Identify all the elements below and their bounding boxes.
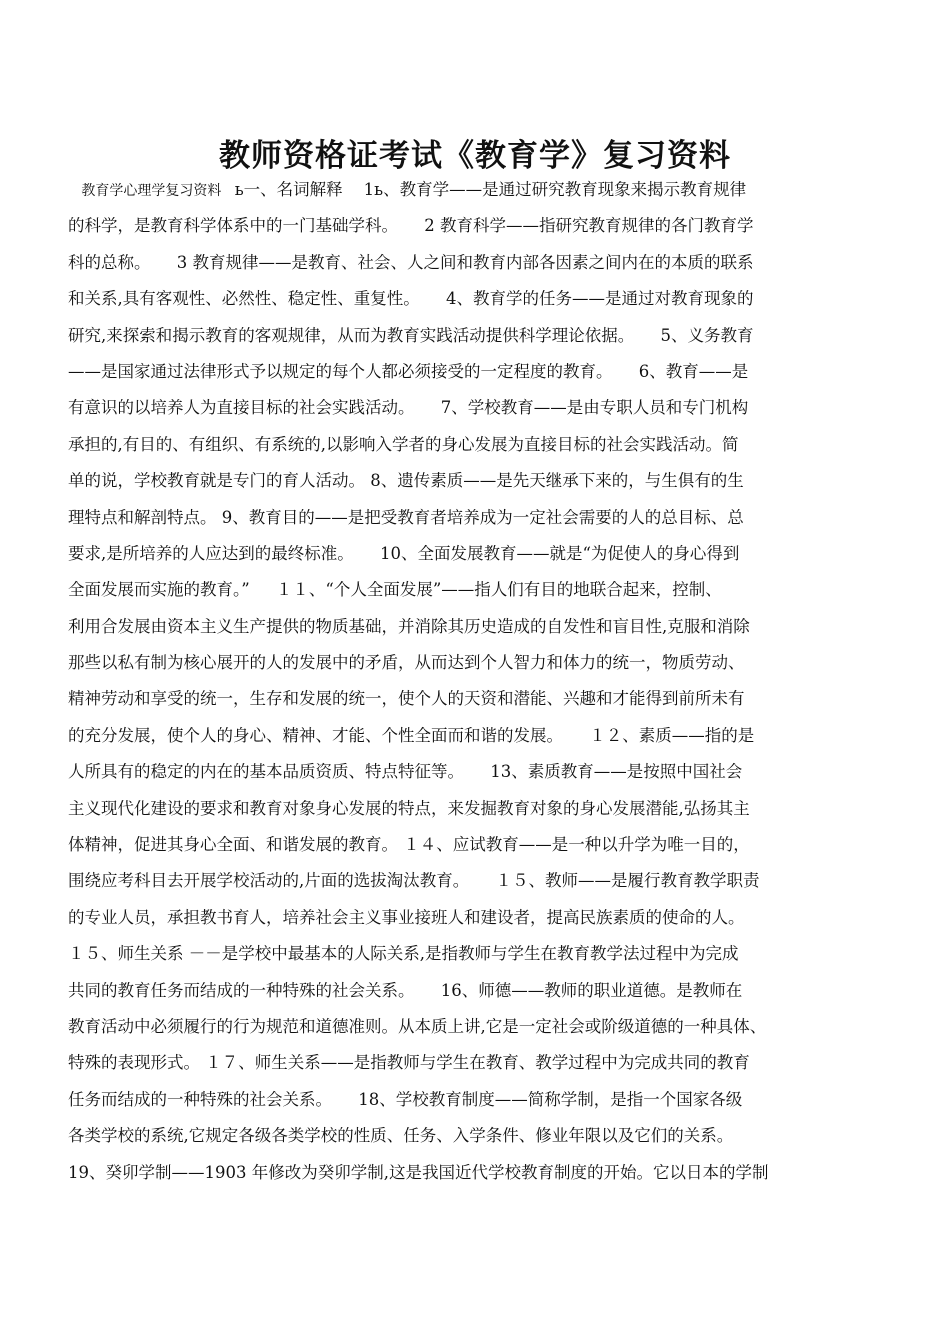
text-line bbox=[68, 1155, 888, 1191]
text-line bbox=[68, 754, 888, 790]
line-text: 19、癸卯学制——1903 年修改为癸卯学制,这是我国近代学校教育制度的开始。它以日本的学制 bbox=[68, 1162, 769, 1182]
document-title: 教师资格证考试《教育学》复习资料 bbox=[219, 138, 731, 174]
text-line bbox=[68, 427, 888, 463]
line-text: 利用合发展由资本主义生产提供的物质基础，并消除其历史造成的自发性和盲目性,克服和消除 bbox=[68, 616, 750, 636]
text-line bbox=[68, 572, 888, 608]
line-text: 理特点和解剖特点。 9、教育目的——是把受教育者培养成为一定社会需要的人的总目标、总 bbox=[68, 507, 744, 527]
document-body bbox=[68, 172, 888, 1191]
line-text: 各类学校的系统,它规定各级各类学校的性质、任务、入学条件、修业年限以及它们的关系。 bbox=[68, 1126, 734, 1146]
text-line bbox=[68, 936, 888, 972]
text-line bbox=[68, 1045, 888, 1081]
text-line bbox=[68, 500, 888, 536]
text-line bbox=[68, 609, 888, 645]
line-text: 研究,来探索和揭示教育的客观规律，从而为教育实践活动提供科学理论依据。 5、义务教育 bbox=[68, 325, 754, 345]
line-text: 特殊的表现形式。 １７、师生关系——是指教师与学生在教育、教学过程中为完成共同的教育 bbox=[68, 1053, 750, 1073]
line-text: 教育活动中必须履行的行为规范和道德准则。从本质上讲,它是一定社会或阶级道德的一种具体、 bbox=[68, 1016, 767, 1036]
line-text: 的科学，是教育科学体系中的一门基础学科。 2 教育科学——指研究教育规律的各门教育学 bbox=[68, 216, 754, 236]
text-line bbox=[68, 645, 888, 681]
line-text: 围绕应考科目去开展学校活动的,片面的选拔淘汰教育。 １５、教师——是履行教育教学职责 bbox=[68, 871, 760, 891]
line-text: 的专业人员，承担教书育人，培养社会主义事业接班人和建设者，提高民族素质的使命的人。 bbox=[68, 907, 745, 927]
line-text: 有意识的以培养人为直接目标的社会实践活动。 7、学校教育——是由专职人员和专门机构 bbox=[68, 398, 749, 418]
text-line bbox=[68, 172, 888, 208]
line-text: 承担的,有目的、有组织、有系统的,以影响入学者的身心发展为直接目标的社会实践活动。简 bbox=[68, 434, 739, 454]
text-line bbox=[68, 318, 888, 354]
text-line bbox=[68, 863, 888, 899]
text-line bbox=[68, 245, 888, 281]
text-line bbox=[68, 827, 888, 863]
text-line bbox=[68, 208, 888, 244]
text-line bbox=[68, 791, 888, 827]
text-line bbox=[68, 354, 888, 390]
text-line bbox=[68, 1082, 888, 1118]
line-text: 要求,是所培养的人应达到的最终标准。 10、全面发展教育——就是“为促使人的身心得到 bbox=[68, 543, 740, 563]
text-line bbox=[68, 463, 888, 499]
text-line bbox=[68, 718, 888, 754]
text-line bbox=[68, 1118, 888, 1154]
text-line bbox=[68, 973, 888, 1009]
line-text: 单的说，学校教育就是专门的育人活动。 8、遗传素质——是先天继承下来的，与生俱有的生 bbox=[68, 471, 744, 491]
line-text: 主义现代化建设的要求和教育对象身心发展的特点，来发掘教育对象的身心发展潜能,弘扬其主 bbox=[68, 798, 750, 818]
line-text: 任务而结成的一种特殊的社会关系。 18、学校教育制度——简称学制，是指一个国家各级 bbox=[68, 1089, 743, 1109]
text-line bbox=[68, 390, 888, 426]
line-text: 精神劳动和享受的统一，生存和发展的统一，使个人的天资和潜能、兴趣和才能得到前所未有 bbox=[68, 689, 745, 709]
line-text: ——是国家通过法律形式予以规定的每个人都必须接受的一定程度的教育。 6、教育——是 bbox=[68, 361, 749, 381]
line-text: ь一、名词解释 1ь、教育学——是通过研究教育现象来揭示教育规律 bbox=[234, 180, 747, 199]
line-text: 那些以私有制为核心展开的人的发展中的矛盾，从而达到个人智力和体力的统一，物质劳动、 bbox=[68, 653, 745, 673]
line-text: 的充分发展，使个人的身心、精神、才能、个性全面而和谐的发展。 １２、素质——指的是 bbox=[68, 725, 755, 745]
line-text: 科的总称。 3 教育规律——是教育、社会、人之间和教育内部各因素之间内在的本质的联系 bbox=[68, 252, 754, 272]
line-text: １５、师生关系 －－是学校中最基本的人际关系,是指教师与学生在教育教学法过程中为完成 bbox=[68, 944, 739, 964]
line-text: 和关系,具有客观性、必然性、稳定性、重复性。 4、教育学的任务——是通过对教育现象的 bbox=[68, 289, 754, 309]
text-line bbox=[68, 681, 888, 717]
text-line bbox=[68, 1009, 888, 1045]
line-text: 共同的教育任务而结成的一种特殊的社会关系。 16、师德——教师的职业道德。是教师在 bbox=[68, 980, 743, 1000]
text-line bbox=[68, 900, 888, 936]
text-line bbox=[68, 281, 888, 317]
line-text: 人所具有的稳定的内在的基本品质资质、特点特征等。 13、素质教育——是按照中国社会 bbox=[68, 762, 743, 782]
line-lead-text: 教育学心理学复习资料 bbox=[68, 183, 235, 199]
text-line bbox=[68, 536, 888, 572]
line-text: 全面发展而实施的教育。” １１、“个人全面发展”——指人们有目的地联合起来，控制、 bbox=[68, 580, 722, 600]
line-text: 体精神，促进其身心全面、和谐发展的教育。 １４、应试教育——是一种以升学为唯一目的， bbox=[68, 835, 750, 855]
